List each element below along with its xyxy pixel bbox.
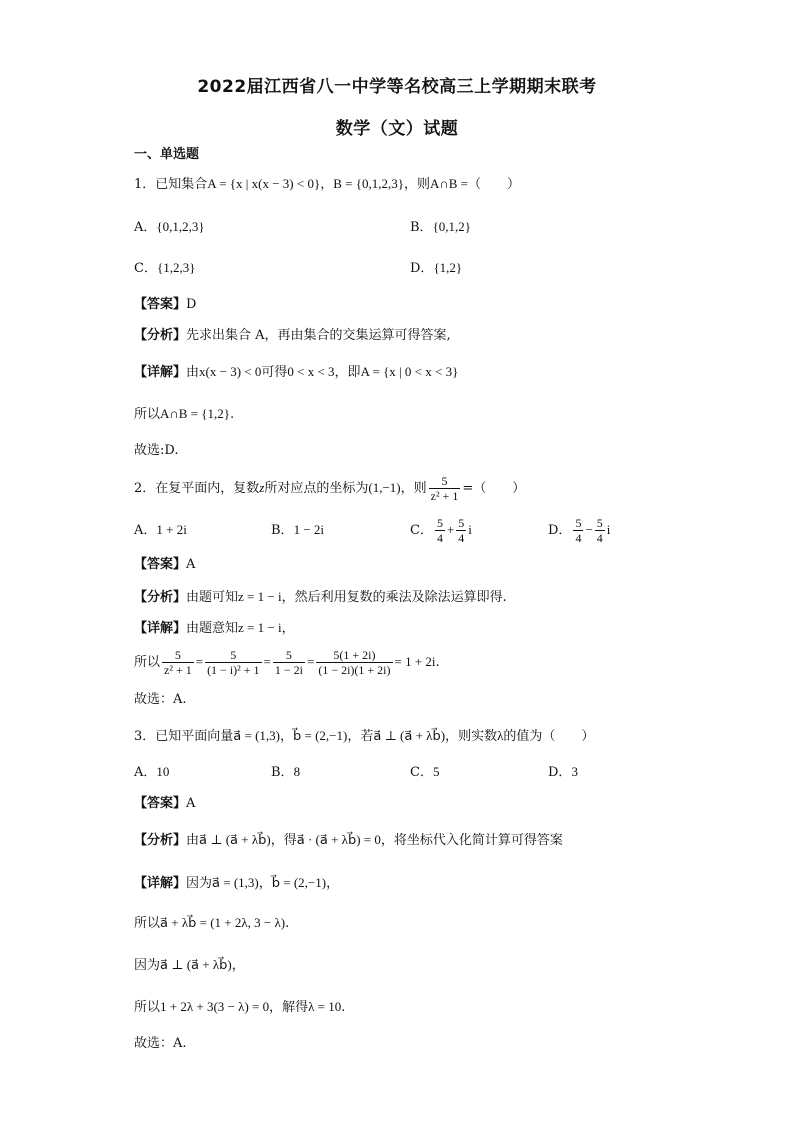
section-heading: 一、单选题 <box>134 147 200 162</box>
q3-conclusion: 故选：A. <box>134 1036 187 1051</box>
q1-option-c: C．{1,2,3} <box>134 260 196 276</box>
page-subtitle: 数学（文）试题 <box>335 119 459 139</box>
q3-step-sum: 所以a⃗ + λb⃗ = (1 + 2λ, 3 − λ). <box>134 915 290 931</box>
q3-stem: 3．已知平面向量a⃗ = (1,3)，b⃗ = (2,−1)，若a⃗ ⊥ (a⃗ + λb⃗)，则实数λ的值为（ ） <box>134 728 595 744</box>
q2-stem-fraction: $\frac{5}{\text{z² + 1}}$ <box>430 474 459 503</box>
q3-step-solve: 所以1 + 2λ + 3(3 − λ) = 0，解得λ = 10. <box>134 999 346 1015</box>
q1-analysis: 【分析】先求出集合 A，再由集合的交集运算可得答案, <box>134 328 451 343</box>
q2-conclusion: 故选：A. <box>134 692 187 707</box>
q3-detail: 【详解】因为a⃗ = (1,3)，b⃗ = (2,−1)， <box>134 875 340 891</box>
q1-stem: 1．已知集合A = {x | x(x − 3) < 0}，B = {0,1,2,3}，则A∩B =（ ） <box>134 176 520 192</box>
q2-option-b: B．1 − 2i <box>271 522 325 538</box>
q1-option-d: D．{1,2} <box>410 260 463 276</box>
q2-detail: 【详解】由题意知z = 1 − i， <box>134 620 295 636</box>
q3-analysis: 【分析】由a⃗ ⊥ (a⃗ + λb⃗)，得a⃗ · (a⃗ + λb⃗) = 0，将坐标代入化简计算可得答案 <box>134 832 563 848</box>
q3-option-b: B．8 <box>271 764 301 780</box>
q3-option-d: D．3 <box>548 764 578 780</box>
q1-conclusion: 故选:D. <box>134 443 179 458</box>
q3-answer: 【答案】A <box>134 796 196 811</box>
q1-result: 所以A∩B = {1,2}. <box>134 406 235 422</box>
q1-detail: 【详解】由x(x − 3) < 0可得0 < x < 3，即A = {x | 0 < x < 3} <box>134 364 459 380</box>
q2-derivation: 所以 $\frac{5}{\text{z² + 1}}$ = $\frac{5}{\text{(1 − i)² + 1}}$ = $\frac{5}{1 - 2i}$ = $\frac{5(1 + 2i)}{(1 - 2i)(1 + 2i)}$ = 1 + 2i. <box>134 648 440 677</box>
q3-step-perp: 因为a⃗ ⊥ (a⃗ + λb⃗)， <box>134 957 245 973</box>
page-title: 2022届江西省八一中学等名校高三上学期期末联考 <box>197 77 597 97</box>
q2-answer: 【答案】A <box>134 557 196 572</box>
q1-option-b: B．{0,1,2} <box>410 219 472 235</box>
q2-option-c: C． $\frac{5}{4}$ + $\frac{5}{4}$ i <box>410 516 472 545</box>
q2-analysis: 【分析】由题可知z = 1 − i，然后利用复数的乘法及除法运算即得. <box>134 589 507 605</box>
q3-option-c: C．5 <box>410 764 440 780</box>
q2-stem: 2．在复平面内，复数z所对应点的坐标为(1,−1)，则 $\frac{5}{\text{z² + 1}}$ =（ ） <box>134 474 526 503</box>
q3-option-a: A．10 <box>134 764 170 780</box>
q1-answer: 【答案】D <box>134 297 197 312</box>
q2-option-d: D． $\frac{5}{4}$ − $\frac{5}{4}$ i <box>548 516 611 545</box>
q2-option-a: A．1 + 2i <box>134 522 187 538</box>
q1-option-a: A．{0,1,2,3} <box>134 219 205 235</box>
